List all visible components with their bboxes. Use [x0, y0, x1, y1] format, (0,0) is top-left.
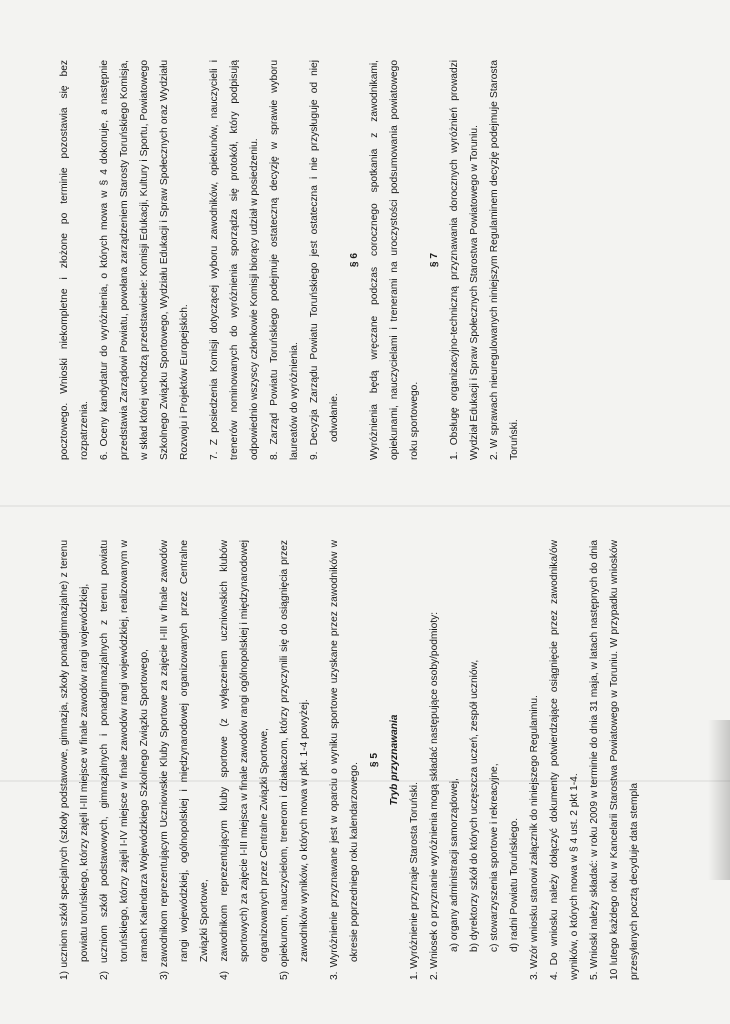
- sub-list-item: a) organy administracji samorządowej,: [449, 778, 460, 952]
- list-item: 5. Wnioski należy składać: w roku 2009 w terminie do dnia 31 maja, w latach następnych do dnia 10 lutego każdego roku w Kancelarii Starostwa Powiatowego w Toruniu. W przypadku wniosków przesyłanych pocztą decyduje data stempla: [589, 540, 640, 980]
- section-heading-6: § 6: [349, 252, 360, 268]
- list-item: 6. Oceny kandydatur do wyróżnienia, o których mowa w § 4 dokonuje, a następnie przedstawia Zarządowi Powiatu, powołana zarządzeniem Starosty Toruńskiego Komisja, w skład której wchodzą przedstawiciele: Komisji Edukacji, Kultury i Sportu, Powiatowego Szkolnego Związku Sportowego, Wydziału Edukacji i Spraw Społecznych oraz Wydziału Rozwoju i Projektów Europejskich.: [99, 60, 190, 460]
- list-item: 4) zawodnikom reprezentującym kluby sportowe (z wyłączeniem uczniowskich klubów sportowych) za zajęcie I-III miejsca w finale zawodów rangi ogólnopolskiej i międzynarodowej organizowanych przez Centralne Związki Sportowe,: [219, 540, 270, 980]
- paragraph-continuation: pocztowego. Wnioski niekompletne i złożone po terminie pozostawia się bez rozpatrzenia.: [59, 60, 90, 460]
- list-item: 3. Wzór wniosku stanowi załącznik do niniejszego Regulaminu.: [529, 695, 540, 980]
- list-item: 2. Wniosek o przyznanie wyróżnienia mogą składać następujące osoby/podmioty:: [429, 611, 440, 980]
- list-item: 1. Wyróżnienie przyznaje Starosta Toruński.: [409, 782, 420, 980]
- sub-list-item: c) stowarzyszenia sportowe i rekreacyjne,: [489, 763, 500, 952]
- list-item: 7. Z posiedzenia Komisji dotyczącej wyboru zawodników, opiekunów, nauczycieli i trenerów nominowanych do wyróżnienia sporządza się protokół, który podpisują odpowiednio wszyscy członkowie Komisji biorący udział w posiedzeniu.: [209, 60, 260, 460]
- list-item: 5) opiekunom, nauczycielom, trenerom i działaczom, którzy przyczynili się do osiągnięcia przez zawodników wyników, o których mowa w pkt. 1-4 powyżej.: [279, 540, 310, 980]
- list-item: 3) zawodnikom reprezentującym Uczniowskie Kluby Sportowe za zajęcie I-III w finale zawodów rangi wojewódzkiej, ogólnopolskiej i międzynarodowej organizowanych przez Centralne Związki Sportowe,: [159, 540, 210, 980]
- scan-edge-shadow: [708, 720, 730, 880]
- section-6-text: Wyróżnienia będą wręczane podczas corocznego spotkania z zawodnikami, opiekunami, nauczycielami i trenerami na uroczystości podsumowania powiatowego roku sportowego.: [369, 60, 420, 460]
- section-heading-7: § 7: [429, 252, 440, 268]
- list-item: 4. Do wniosku należy dołączyć dokumenty potwierdzające osiągnięcie przez zawodnika/ów wyników, o których mowa w § 4 ust. 2 pkt 1-4.: [549, 540, 580, 980]
- sub-list-item: d) radni Powiatu Toruńskiego.: [509, 817, 520, 952]
- paper-fold-line: [0, 505, 730, 507]
- left-page-column: [55, 540, 640, 980]
- list-item: 2. W sprawach nieuregulowanych niniejszym Regulaminem decyzję podejmuje Starosta Toruński.: [489, 60, 520, 460]
- paragraph-point-3: 3. Wyróżnienie przyznawane jest w oparciu o wyniku sportowe uzyskane przez zawodników w okresie poprzedniego roku kalendarzowego.: [329, 540, 360, 980]
- list-item: 1. Obsługę organizacyjno-techniczną przyznawania dorocznych wyróżnień prowadzi Wydział Edukacji i Spraw Społecznych Starostwa Powiatowego w Toruniu.: [449, 60, 480, 460]
- list-item: 8. Zarząd Powiatu Toruńskiego podejmuje ostateczną decyzję w sprawie wyboru laureatów do wyróżnienia.: [269, 60, 300, 460]
- section-heading-5: § 5: [369, 752, 380, 768]
- section-title-5: Tryb przyznawania: [389, 714, 400, 806]
- list-item: 9. Decyzja Zarządu Powiatu Toruńskiego jest ostateczna i nie przysługuje od niej odwołanie.: [309, 60, 340, 460]
- list-item: 2) uczniom szkół podstawowych, gimnazjalnych i ponadgimnazjalnych z terenu powiatu toruńskiego, którzy zajęli I-IV miejsce w finale zawodów rangi wojewódzkiej, realizowanym w ramach Kalendarza Wojewódzkiego Szkolnego Związku Sportowego,: [99, 540, 150, 980]
- sub-list-item: b) dyrektorzy szkół do których uczęszcza uczeń, zespół uczniów,: [469, 659, 480, 952]
- right-page-column: [55, 60, 520, 460]
- list-item: 1) uczniom szkół specjalnych (szkoły podstawowe, gimnazja, szkoły ponadgimnazjalne) z terenu powiatu toruńskiego, którzy zajęli I-III miejsce w finale zawodów rangi wojewódzkiej,: [59, 540, 90, 980]
